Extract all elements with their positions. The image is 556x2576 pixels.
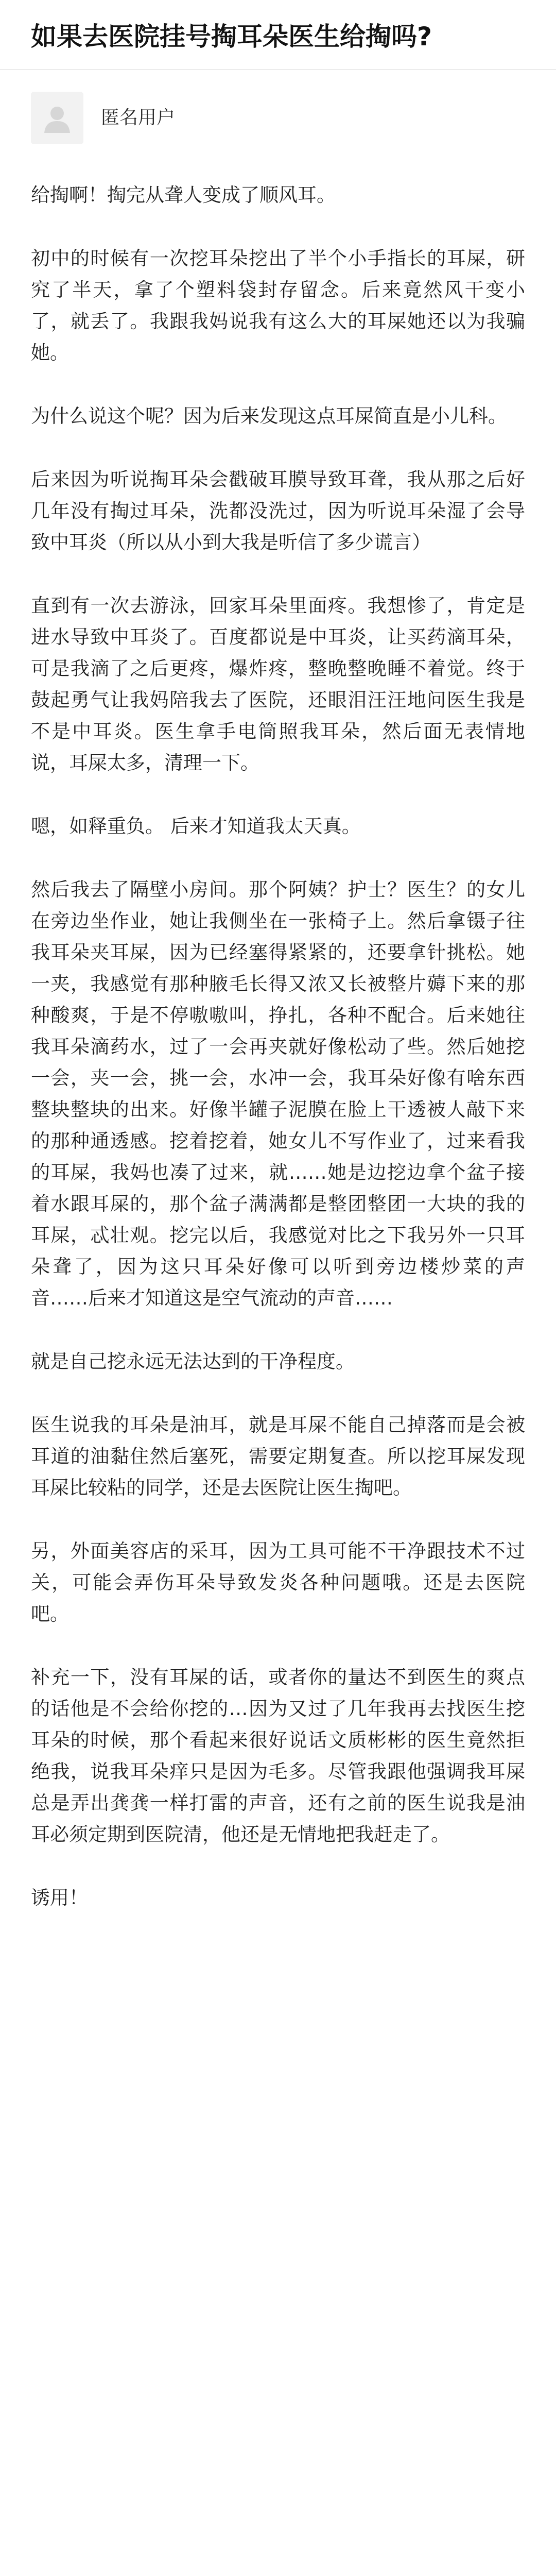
answer-paragraph: 然后我去了隔壁小房间。那个阿姨？护士？医生？的女儿在旁边坐作业，她让我侧坐在一张椅子上。然后拿镊子往我耳朵夹耳屎，因为已经塞得紧紧的，还要拿针挑松。她一夹，我感觉有那种腋毛长得又浓又长被整片薅下来的那种酸爽，于是不停嗷嗷叫，挣扎，各种不配合。后来她往我耳朵滴药水，过了一会再夹就好像松动了些。然后她挖一会，夹一会，挑一会，水冲一会，我耳朵好像有啥东西整块整块的出来。好像半罐子泥膜在脸上干透被人敲下来的那种通透感。挖着挖着，她女儿不写作业了，过来看我的耳屎，我妈也凑了过来，就……她是边挖边拿个盆子接着水跟耳屎的，那个盆子满满都是整团整团一大块的我的耳屎，忒壮观。挖完以后，我感觉对比之下我另外一只耳朵聋了，因为这只耳朵好像可以听到旁边楼炒菜的声音……后来才知道这是空气流动的声音……: [31, 878, 525, 1309]
author-name[interactable]: 匿名用户: [101, 107, 176, 128]
answer-content: [0, 144, 556, 1913]
avatar-silhouette-icon: [39, 100, 75, 136]
answer-paragraph: 后来因为听说掏耳朵会戳破耳膜导致耳聋，我从那之后好几年没有掏过耳朵，洗都没洗过，因为听说耳朵湿了会导致中耳炎（所以从小到大我是听信了多少谎言）: [31, 468, 525, 553]
answer-paragraph: 直到有一次去游泳，回家耳朵里面疼。我想惨了，肯定是进水导致中耳炎了。百度都说是中耳炎，让买药滴耳朵，可是我滴了之后更疼，爆炸疼，整晚整晚睡不着觉。终于鼓起勇气让我妈陪我去了医院，还眼泪汪汪地问医生我是不是中耳炎。医生拿手电筒照我耳朵，然后面无表情地说，耳屎太多，清理一下。: [31, 595, 525, 774]
answer-paragraph: 嗯，如释重负。 后来才知道我太天真。: [31, 815, 361, 837]
answer-paragraph: 初中的时候有一次挖耳朵挖出了半个小手指长的耳屎，研究了半天，拿了个塑料袋封存留念。后来竟然风干变小了，就丢了。我跟我妈说我有这么大的耳屎她还以为我骗她。: [31, 247, 525, 364]
answer-paragraph: 另，外面美容店的采耳，因为工具可能不干净跟技术不过关，可能会弄伤耳朵导致发炎各种问题哦。还是去医院吧。: [31, 1540, 525, 1625]
answer-paragraph: 补充一下，没有耳屎的话，或者你的量达不到医生的爽点的话他是不会给你挖的…因为又过了几年我再去找医生挖耳朵的时候，那个看起来很好说话文质彬彬的医生竟然拒绝我，说我耳朵痒只是因为毛多。尽管我跟他强调我耳屎总是弄出龚龚一样打雷的声音，还有之前的医生说我是油耳必须定期到医院清，他还是无情地把我赶走了。: [31, 1666, 525, 1845]
answer-paragraph: 为什么说这个呢？因为后来发现这点耳屎简直是小儿科。: [31, 405, 507, 427]
answer-paragraph: 给掏啊！掏完从聋人变成了顺风耳。: [31, 184, 336, 206]
anonymous-avatar-icon[interactable]: [31, 92, 83, 144]
question-title[interactable]: 如果去医院挂号掏耳朵医生给掏吗?: [31, 22, 432, 52]
answer-paragraph: 诱用！: [31, 1887, 88, 1909]
answer-paragraph: 医生说我的耳朵是油耳，就是耳屎不能自己掉落而是会被耳道的油黏住然后塞死，需要定期复查。所以挖耳屎发现耳屎比较粘的同学，还是去医院让医生掏吧。: [31, 1414, 525, 1499]
answer-author: [0, 70, 556, 144]
answer-paragraph: 就是自己挖永远无法达到的干净程度。: [31, 1350, 355, 1372]
